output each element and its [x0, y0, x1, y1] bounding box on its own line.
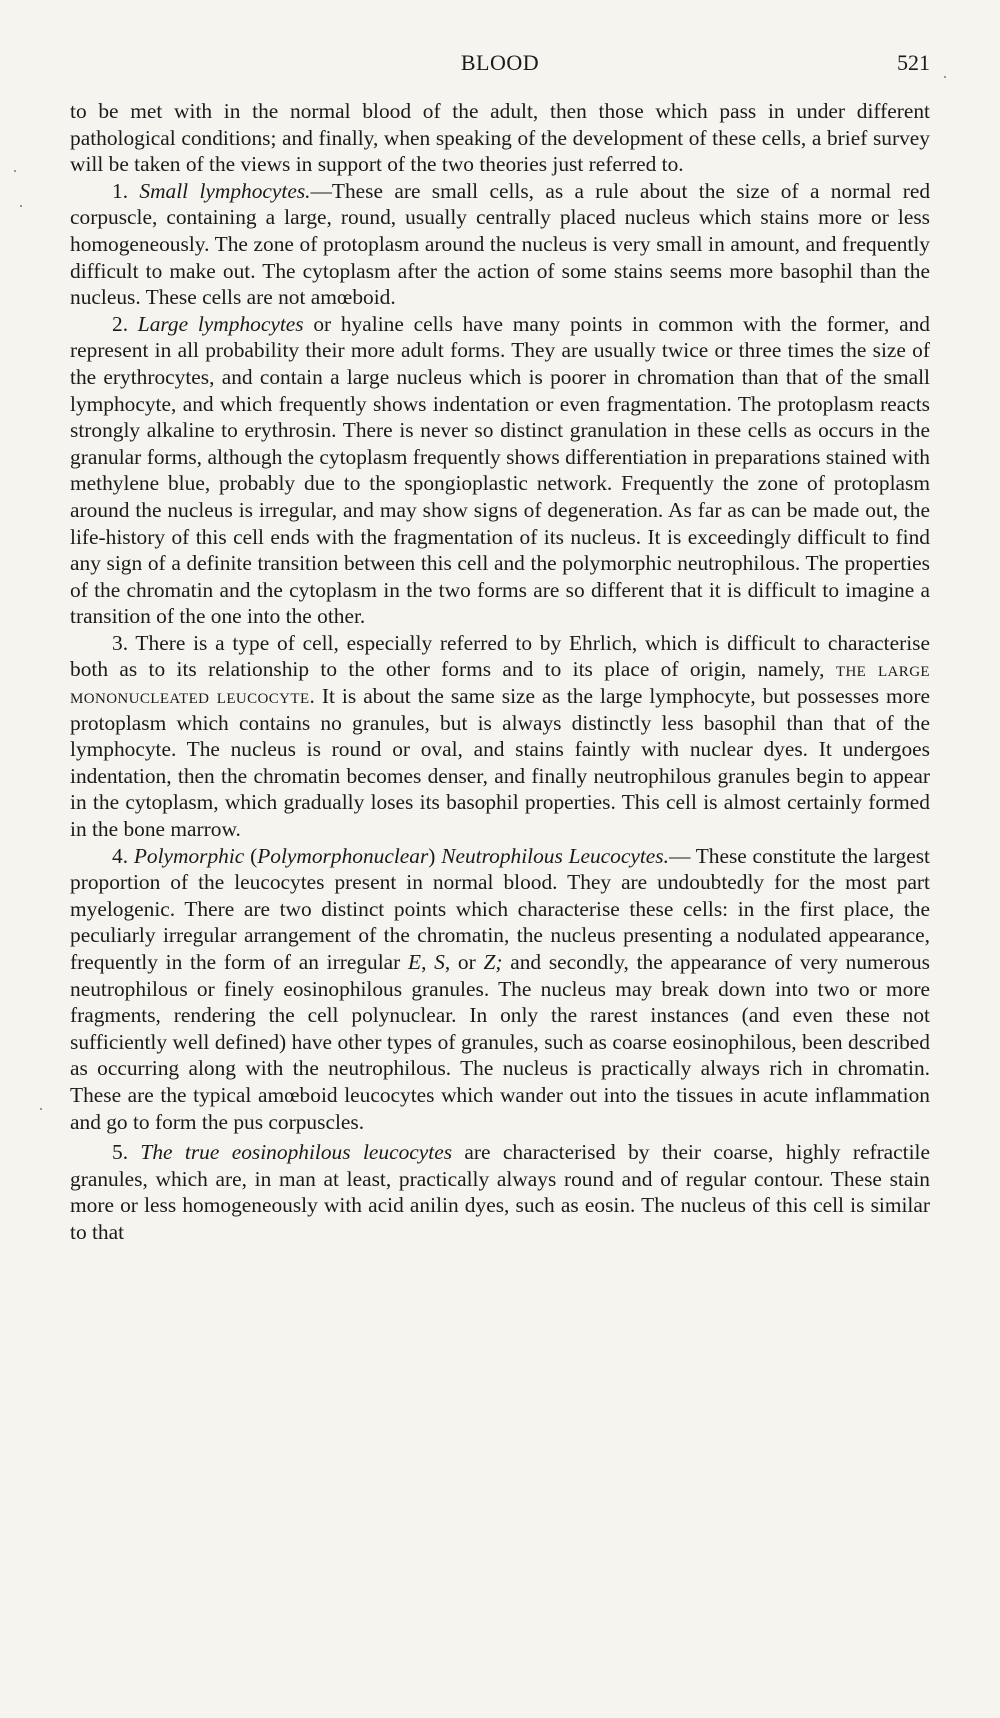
paragraph-text: and secondly, the appearance of very numerous neutrophilous or finely eosinophilous granules. The nucleus may break down into two or more fragments, rendering the cell polynuclear. In only the rarest instances (and even these not sufficiently well defined) have other types of granules, such as coarse eosinophilous, been described as occurring along with the neutrophilous. The nucleus is practically always rich in chromatin. These are the typical amœboid leucocytes which wander out into the tissues in acute inflammation and go to form the pus corpuscles. [70, 950, 930, 1134]
separator: , [421, 950, 435, 974]
item-title: Small lymphocytes. [139, 178, 311, 203]
scan-speck [40, 1108, 42, 1110]
scan-speck [14, 170, 16, 172]
item-number: 1. [112, 178, 140, 203]
item-number: 4. [112, 843, 134, 868]
page-header [70, 50, 930, 82]
separator: , or [444, 950, 484, 974]
letter-s: S [434, 950, 445, 974]
item-title: Polymorphic [133, 843, 245, 868]
item-title: Polymorphonuclear [257, 843, 429, 868]
item-title: Neutrophilous Leucocytes. [441, 843, 669, 868]
small-caps-term: the large mononucleated leucocyte [70, 657, 930, 709]
page-number: 521 [897, 50, 930, 75]
letter-e: E [408, 950, 422, 974]
item-title: The true eosinophilous leucocytes [140, 1140, 453, 1165]
item-number: 5. [112, 1140, 141, 1165]
scan-speck [20, 205, 22, 207]
paragraph-polymorphic-neutrophilous [70, 843, 930, 1136]
paragraph-text: to be met with in the normal blood of the adult, then those which pass in under different pathological conditions; and finally, when speaking of the development of these cells, a brief survey will be taken of the views in support of the two theories just referred to. [70, 99, 930, 177]
scan-speck [944, 76, 946, 78]
item-title: Large lymphocytes [137, 311, 304, 336]
paragraph-text: or hyaline cells have many points in common with the former, and represent in all probability their more adult forms. They are usually twice or three times the size of the erythrocytes, and contain a large nucleus which is poorer in chromation than that of the small lymphocyte, and which frequently shows indentation or even fragmentation. The protoplasm reacts strongly alkaline to erythrosin. There is never so distinct granulation in these cells as occurs in the granular forms, although the cytoplasm frequently shows differentiation in preparations stained with methylene blue, probably due to the spongioplastic network. Frequently the zone of protoplasm around the nucleus is irregular, and may show signs of degeneration. As far as can be made out, the life-history of this cell ends with the fragmentation of its nucleus. It is exceedingly difficult to find any sign of a definite transition between this cell and the polymorphic neutrophilous. The properties of the chromatin and the cytoplasm in the two forms are so different that it is difficult to imagine a transition of the one into the other. [70, 311, 931, 629]
paragraph-text: —These are small cells, as a rule about the size of a normal red corpuscle, containing a large, round, usually centrally placed nucleus which stains more or less homogeneously. The zone of protoplasm around the nucleus is very small in amount, and frequently difficult to make out. The cytoplasm after the action of some stains seems more basophil than the nucleus. These cells are not amœboid. [70, 178, 931, 310]
paragraph-large-lymphocytes [70, 311, 930, 630]
item-number: 2. [112, 311, 138, 336]
paragraph-large-mononucleated-leucocyte [70, 630, 930, 843]
paragraph-eosinophilous [70, 1139, 930, 1245]
body-text [70, 98, 930, 1246]
paragraph-text: . It is about the same size as the large lymphocyte, but possesses more protoplasm which contains no granules, but is always distinctly less basophil than that of the lymphocyte. The nucleus is round or oval, and stains faintly with nuclear dyes. It undergoes indentation, then the chromatin becomes denser, and finally neutrophilous granules begin to appear in the cytoplasm, which gradually loses its basophil properties. This cell is almost certainly formed in the bone marrow. [70, 684, 930, 842]
running-title: BLOOD [460, 50, 540, 75]
paragraph-continuation [70, 98, 930, 178]
paren-close: ) [428, 843, 442, 868]
paragraph-text: — These constitute the largest proportion of the leucocytes present in normal blood. They are undoubtedly for the most part myelogenic. There are two distinct points which characterise these cells: in the first place, the peculiarly irregular arrangement of the chromatin, the nucleus presenting a nodulated appearance, frequently in the form of an irregular [70, 843, 930, 974]
letter-z: Z; [483, 950, 503, 974]
paragraph-text: are characterised by their coarse, highly refractile granules, which are, in man at least, practically always round and of regular contour. These stain more or less homogeneously with acid anilin dyes, such as eosin. The nucleus of this cell is similar to that [70, 1140, 930, 1244]
paragraph-text: 3. There is a type of cell, especially referred to by Ehrlich, which is difficult to characterise both as to its relationship to the other forms and to its place of origin, namely, [70, 630, 930, 682]
paren-open: ( [244, 843, 258, 868]
paragraph-small-lymphocytes [70, 178, 930, 311]
